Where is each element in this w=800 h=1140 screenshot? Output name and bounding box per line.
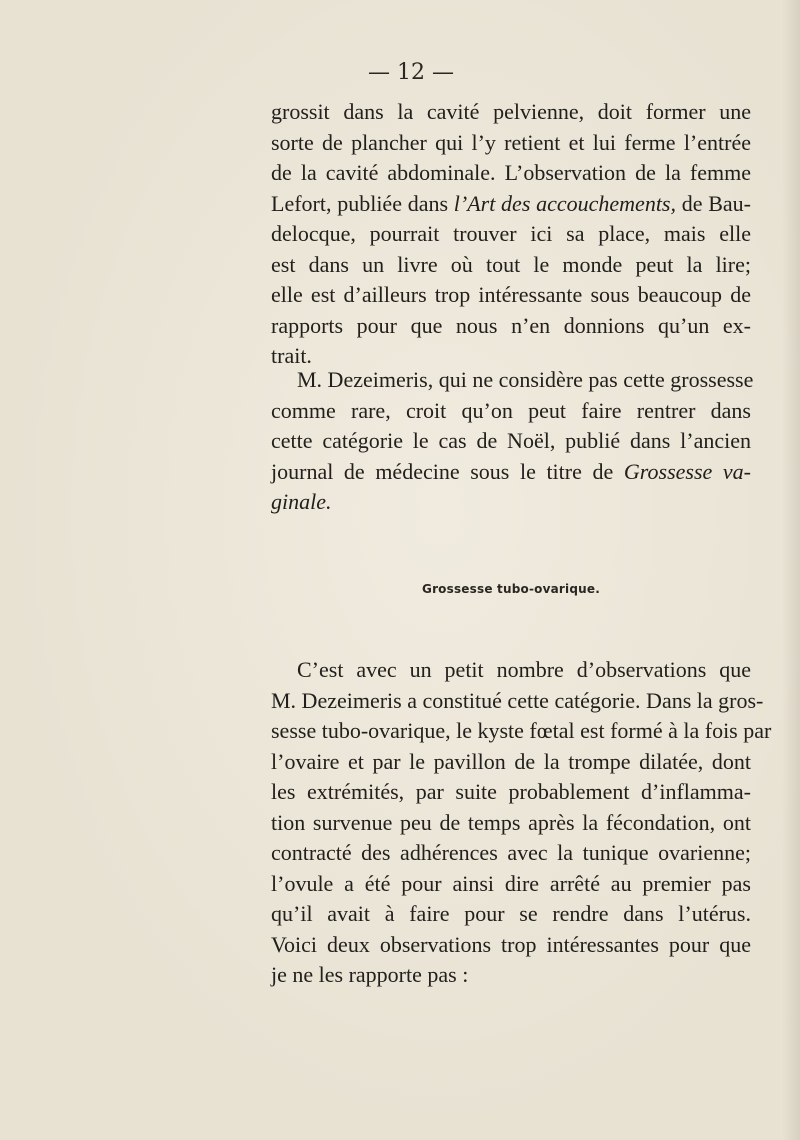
text-run: journal de médecine sous le titre de: [271, 458, 624, 484]
text-line: contracté des adhérences avec la tunique ovarienne;: [271, 840, 751, 865]
text-line: de la cavité abdominale. L’observation de la femme: [271, 160, 751, 185]
text-line: qu’il avait à faire pour se rendre dans l’utérus.: [271, 901, 751, 926]
section-heading: Grossesse tubo-ovarique.: [422, 582, 600, 596]
text-line: M. Dezeimeris a constitué cette catégorie. Dans la gros-: [271, 687, 764, 713]
text-line: cette catégorie le cas de Noël, publié dans l’ancien: [271, 428, 751, 453]
text-line: Voici deux observations trop intéressantes pour que: [271, 931, 751, 957]
text-line: elle est d’ailleurs trop intéressante sous beaucoup de: [271, 282, 751, 307]
text-line: delocque, pourrait trouver ici sa place, mais elle: [271, 221, 751, 246]
paragraph-lefort: [271, 97, 751, 372]
paragraph-tubo-ovarique: [271, 655, 772, 991]
text-line: [271, 189, 751, 220]
text-line: est dans un livre où tout le monde peut la lire;: [271, 251, 751, 277]
text-line: [271, 487, 751, 518]
text-line: grossit dans la cavité pelvienne, doit former une: [271, 99, 751, 124]
page-number: — 12 —: [368, 60, 454, 85]
text-line: sorte de plancher qui l’y retient et lui ferme l’entrée: [271, 129, 751, 155]
text-line: M. Dezeimeris, qui ne considère pas cette grossesse: [297, 367, 754, 392]
title-italic: ginale.: [271, 489, 332, 514]
text-line: [271, 457, 751, 488]
text-line: je ne les rapporte pas :: [271, 962, 469, 987]
text-line: l’ovule a été pour ainsi dire arrêté au premier pas: [271, 870, 751, 896]
page-edge-shadow: [782, 0, 800, 1140]
text-line: les extrémités, par suite probablement d’inflamma-: [271, 779, 751, 804]
text-line: sesse tubo-ovarique, le kyste fœtal est formé à la fois par: [271, 718, 772, 743]
text-run: Lefort, publiée dans: [271, 190, 454, 216]
text-line: rapports pour que nous n’en donnions qu’un ex-: [271, 312, 751, 338]
title-italic: Grossesse va-: [623, 458, 752, 484]
text-line: trait.: [271, 343, 312, 368]
text-line: comme rare, croit qu’on peut faire rentrer dans: [271, 397, 751, 423]
paragraph-dezeimeris: [271, 365, 754, 518]
text-run: de Bau-: [676, 190, 751, 216]
text-line: C’est avec un petit nombre d’observations que: [297, 657, 751, 682]
text-line: tion survenue peu de temps après la fécondation, ont: [271, 809, 751, 835]
text-line: l’ovaire et par le pavillon de la trompe dilatée, dont: [271, 748, 751, 774]
book-title-italic: l’Art des accouchements,: [453, 190, 676, 216]
